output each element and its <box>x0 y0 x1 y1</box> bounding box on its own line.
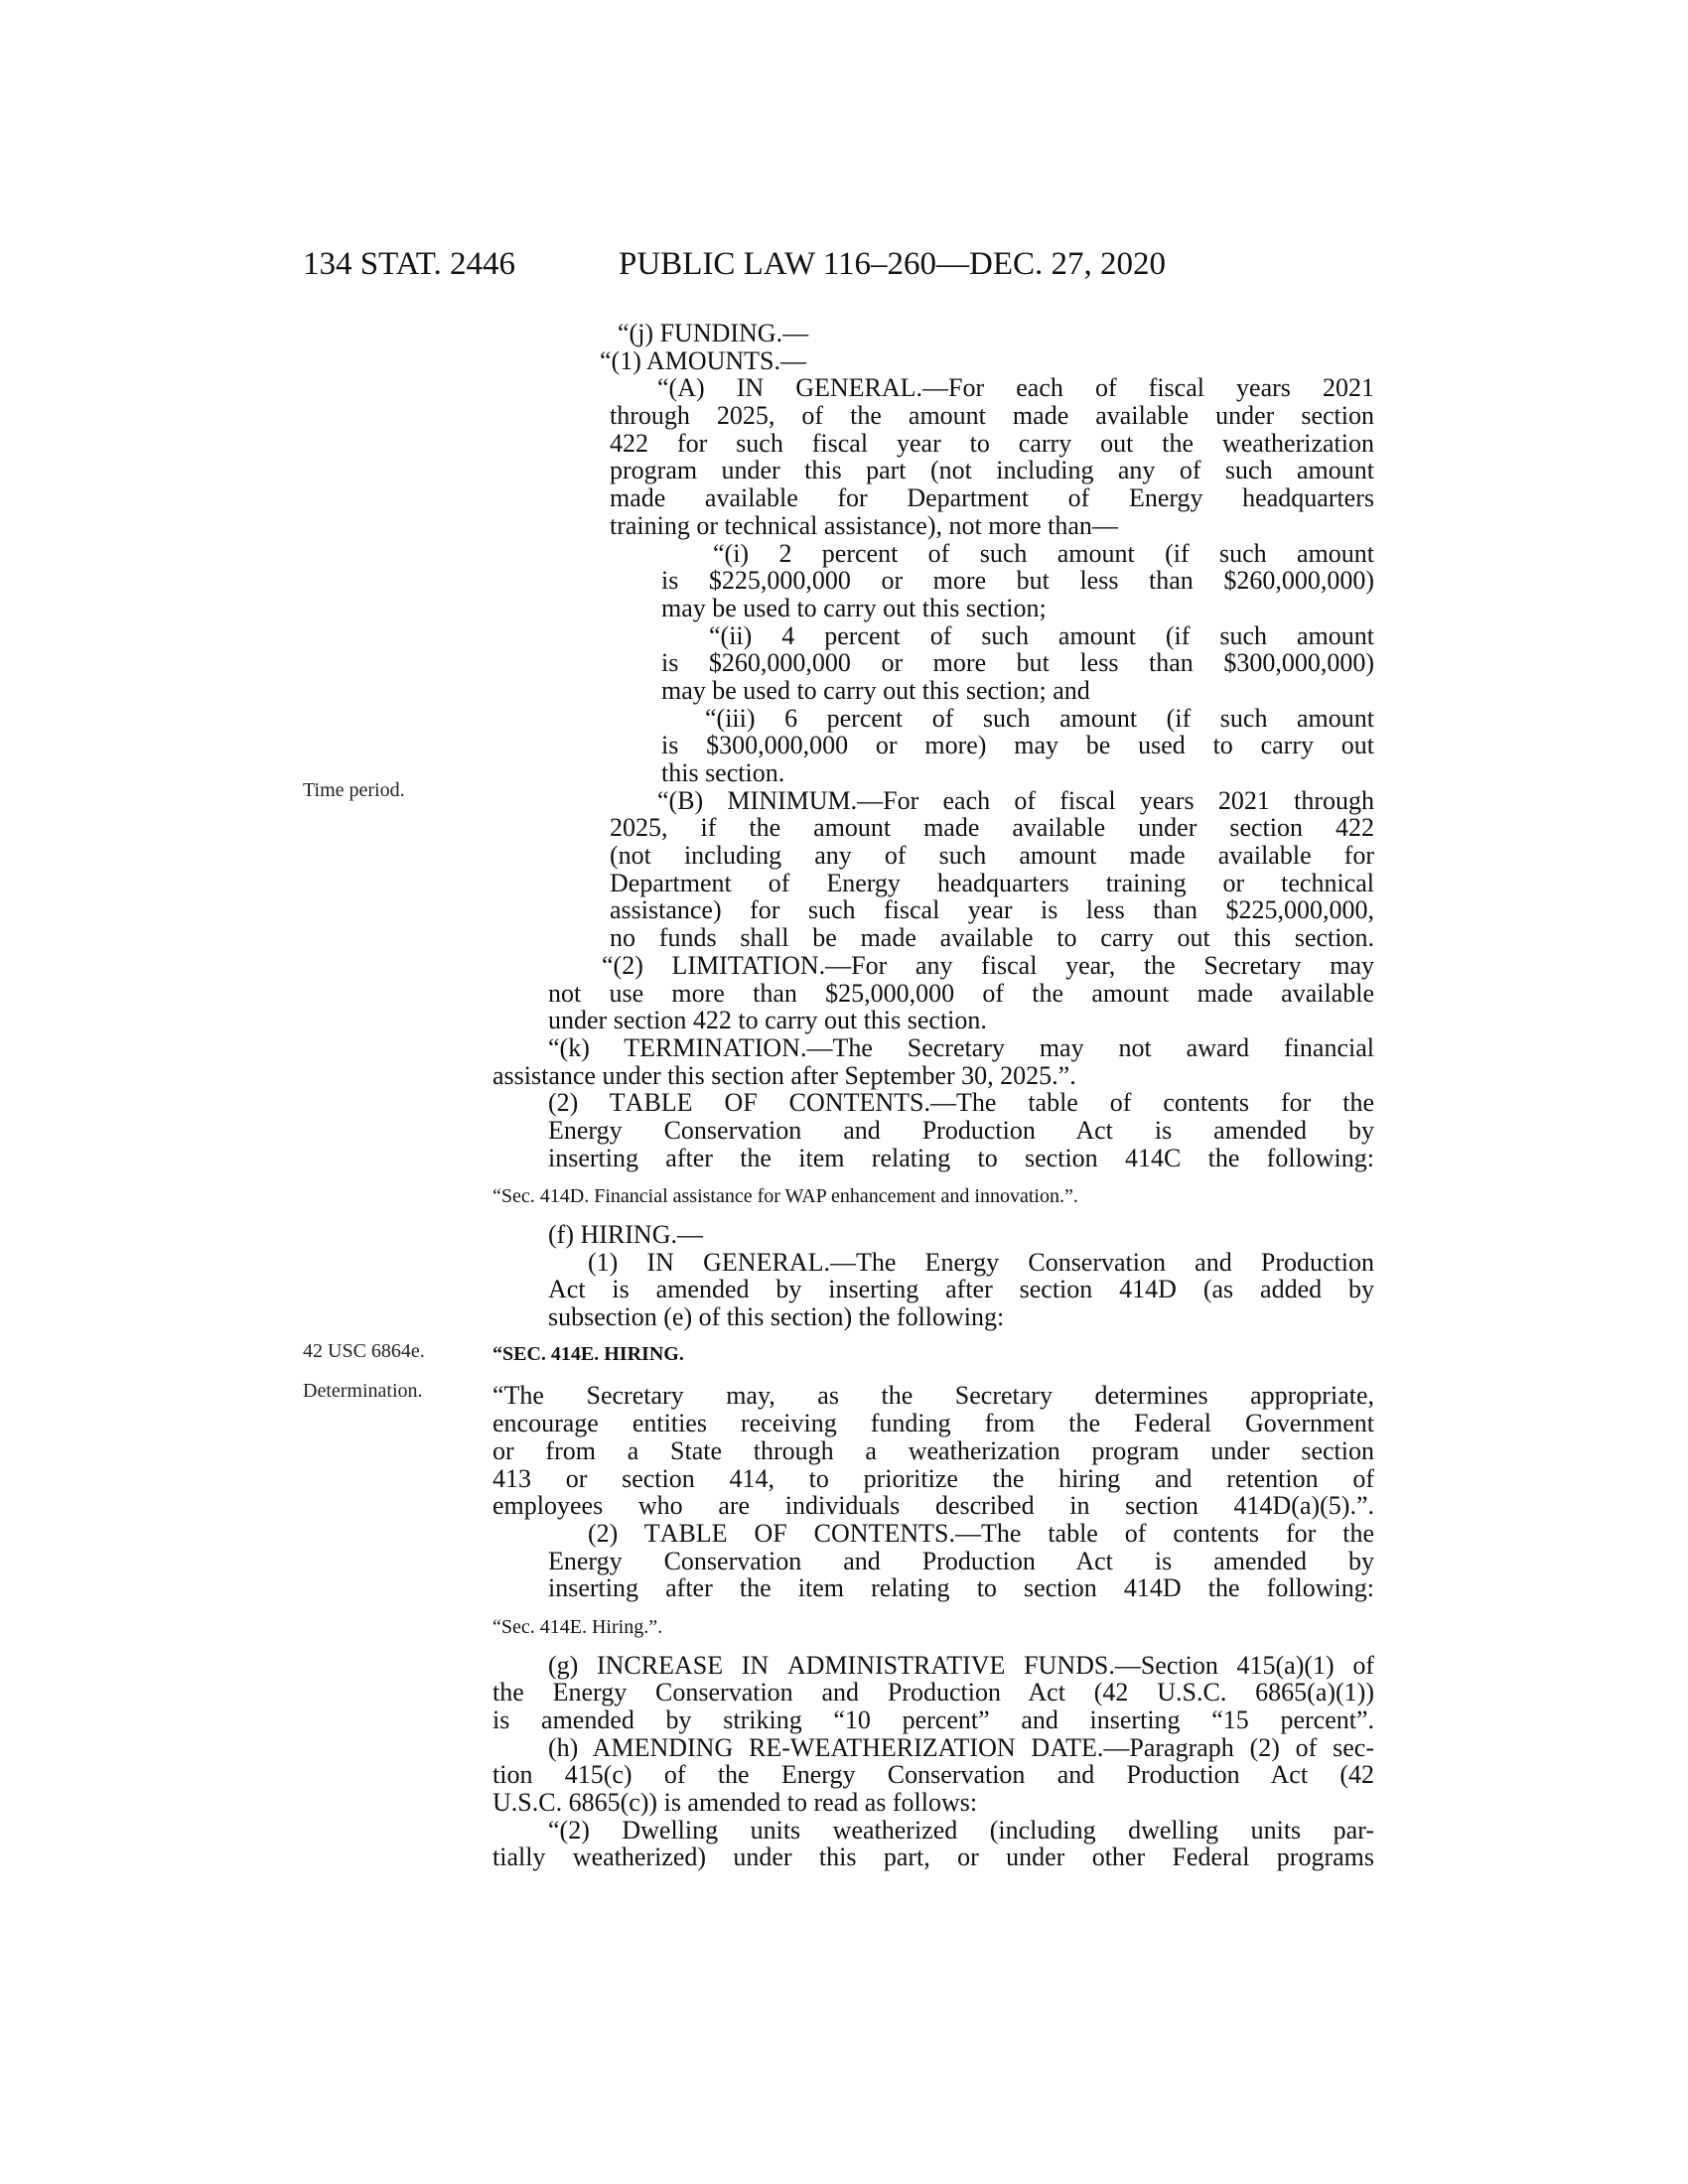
text-line: (g) INCREASE IN ADMINISTRATIVE FUNDS.—Section 415(a)(1) of <box>548 1650 1374 1680</box>
public-law-title: PUBLIC LAW 116–260—DEC. 27, 2020 <box>619 246 1167 282</box>
text-line: assistance under this section after September 30, 2025.”. <box>492 1060 1076 1090</box>
text-line: “(A) IN GENERAL.—For each of fiscal years 2021 <box>657 373 1374 403</box>
text-line: Energy Conservation and Production Act is amended by <box>548 1546 1374 1575</box>
text-line: is $225,000,000 or more but less than $260,000,000) <box>661 566 1374 596</box>
section-heading-414e: “SEC. 414E. HIRING. <box>492 1342 684 1365</box>
text-line: encourage entities receiving funding from the Federal Government <box>492 1409 1374 1438</box>
text-line: 422 for such fiscal year to carry out the weatherization <box>610 428 1374 458</box>
text-line: no funds shall be made available to carry out this section. <box>610 923 1374 953</box>
text-line: tially weatherized) under this part, or under other Federal programs <box>492 1843 1374 1872</box>
text-line: 413 or section 414, to prioritize the hiring and retention of <box>492 1463 1374 1493</box>
statute-body <box>492 320 1374 1871</box>
text-line: under section 422 to carry out this section. <box>548 1006 987 1035</box>
text-line: is $300,000,000 or more) may be used to carry out <box>661 731 1374 760</box>
margin-note-time-period: Time period. <box>303 779 405 801</box>
text-line: program under this part (not including any of such amount <box>610 456 1374 485</box>
text-line: Department of Energy headquarters training or technical <box>610 868 1374 897</box>
text-line: is amended by striking “10 percent” and inserting “15 percent”. <box>492 1706 1374 1734</box>
toc-entry-414d: “Sec. 414D. Financial assistance for WAP enhancement and innovation.”. <box>492 1185 1078 1208</box>
toc-entry-414e: “Sec. 414E. Hiring.”. <box>492 1615 663 1638</box>
text-line: 2025, if the amount made available under section 422 <box>610 813 1374 843</box>
text-line: may be used to carry out this section; and <box>661 675 1090 705</box>
margin-note-determination: Determination. <box>303 1380 423 1402</box>
text-line: Energy Conservation and Production Act is amended by <box>548 1115 1374 1145</box>
text-line: (2) TABLE OF CONTENTS.—The table of contents for the <box>548 1088 1374 1118</box>
text-line: (h) AMENDING RE-WEATHERIZATION DATE.—Paragraph (2) of sec- <box>548 1732 1374 1762</box>
text-line: “(iii) 6 percent of such amount (if such amount <box>705 703 1374 733</box>
text-line: through 2025, of the amount made available under section <box>610 401 1374 431</box>
text-line: “(1) AMOUNTS.— <box>600 345 806 375</box>
text-line: “(B) MINIMUM.—For each of fiscal years 2021 through <box>657 785 1374 815</box>
text-line: (2) TABLE OF CONTENTS.—The table of contents for the <box>588 1518 1374 1548</box>
text-line: inserting after the item relating to section 414D the following: <box>548 1573 1374 1603</box>
text-line: or from a State through a weatherization program under section <box>492 1435 1374 1465</box>
text-line: subsection (e) of this section) the following: <box>548 1302 1005 1332</box>
page-header <box>303 246 1375 290</box>
text-line: “The Secretary may, as the Secretary determines appropriate, <box>492 1381 1374 1411</box>
text-line: Act is amended by inserting after section 414D (as added by <box>548 1275 1374 1304</box>
text-line: “(k) TERMINATION.—The Secretary may not award financial <box>548 1032 1374 1062</box>
text-line: is $260,000,000 or more but less than $300,000,000) <box>661 648 1374 678</box>
margin-note-usc: 42 USC 6864e. <box>303 1340 425 1362</box>
text-line: (not including any of such amount made available for <box>610 841 1374 871</box>
text-line: training or technical assistance), not more than— <box>610 510 1118 540</box>
text-line: U.S.C. 6865(c)) is amended to read as follows: <box>492 1788 978 1818</box>
statute-page-number: 134 STAT. 2446 <box>303 246 516 282</box>
text-line: assistance) for such fiscal year is less than $225,000,000, <box>610 895 1374 925</box>
text-line: the Energy Conservation and Production Act (42 U.S.C. 6865(a)(1)) <box>492 1678 1374 1707</box>
text-line: “(j) FUNDING.— <box>618 319 809 347</box>
text-line: may be used to carry out this section; <box>661 593 1047 622</box>
text-line: this section. <box>661 758 785 787</box>
text-line: (f) HIRING.— <box>548 1220 703 1249</box>
text-line: not use more than $25,000,000 of the amount made available <box>548 978 1374 1008</box>
text-line: employees who are individuals described in section 414D(a)(5).”. <box>492 1491 1374 1521</box>
text-line: “(ii) 4 percent of such amount (if such amount <box>709 620 1374 650</box>
text-line: inserting after the item relating to section 414C the following: <box>548 1143 1374 1172</box>
text-line: made available for Department of Energy headquarters <box>610 483 1374 513</box>
text-line: “(i) 2 percent of such amount (if such amount <box>713 538 1374 568</box>
text-line: (1) IN GENERAL.—The Energy Conservation and Production <box>588 1247 1375 1277</box>
text-line: tion 415(c) of the Energy Conservation and Production Act (42 <box>492 1760 1374 1790</box>
text-line: “(2) Dwelling units weatherized (including dwelling units par- <box>548 1815 1374 1844</box>
text-line: “(2) LIMITATION.—For any fiscal year, the Secretary may <box>602 950 1374 980</box>
